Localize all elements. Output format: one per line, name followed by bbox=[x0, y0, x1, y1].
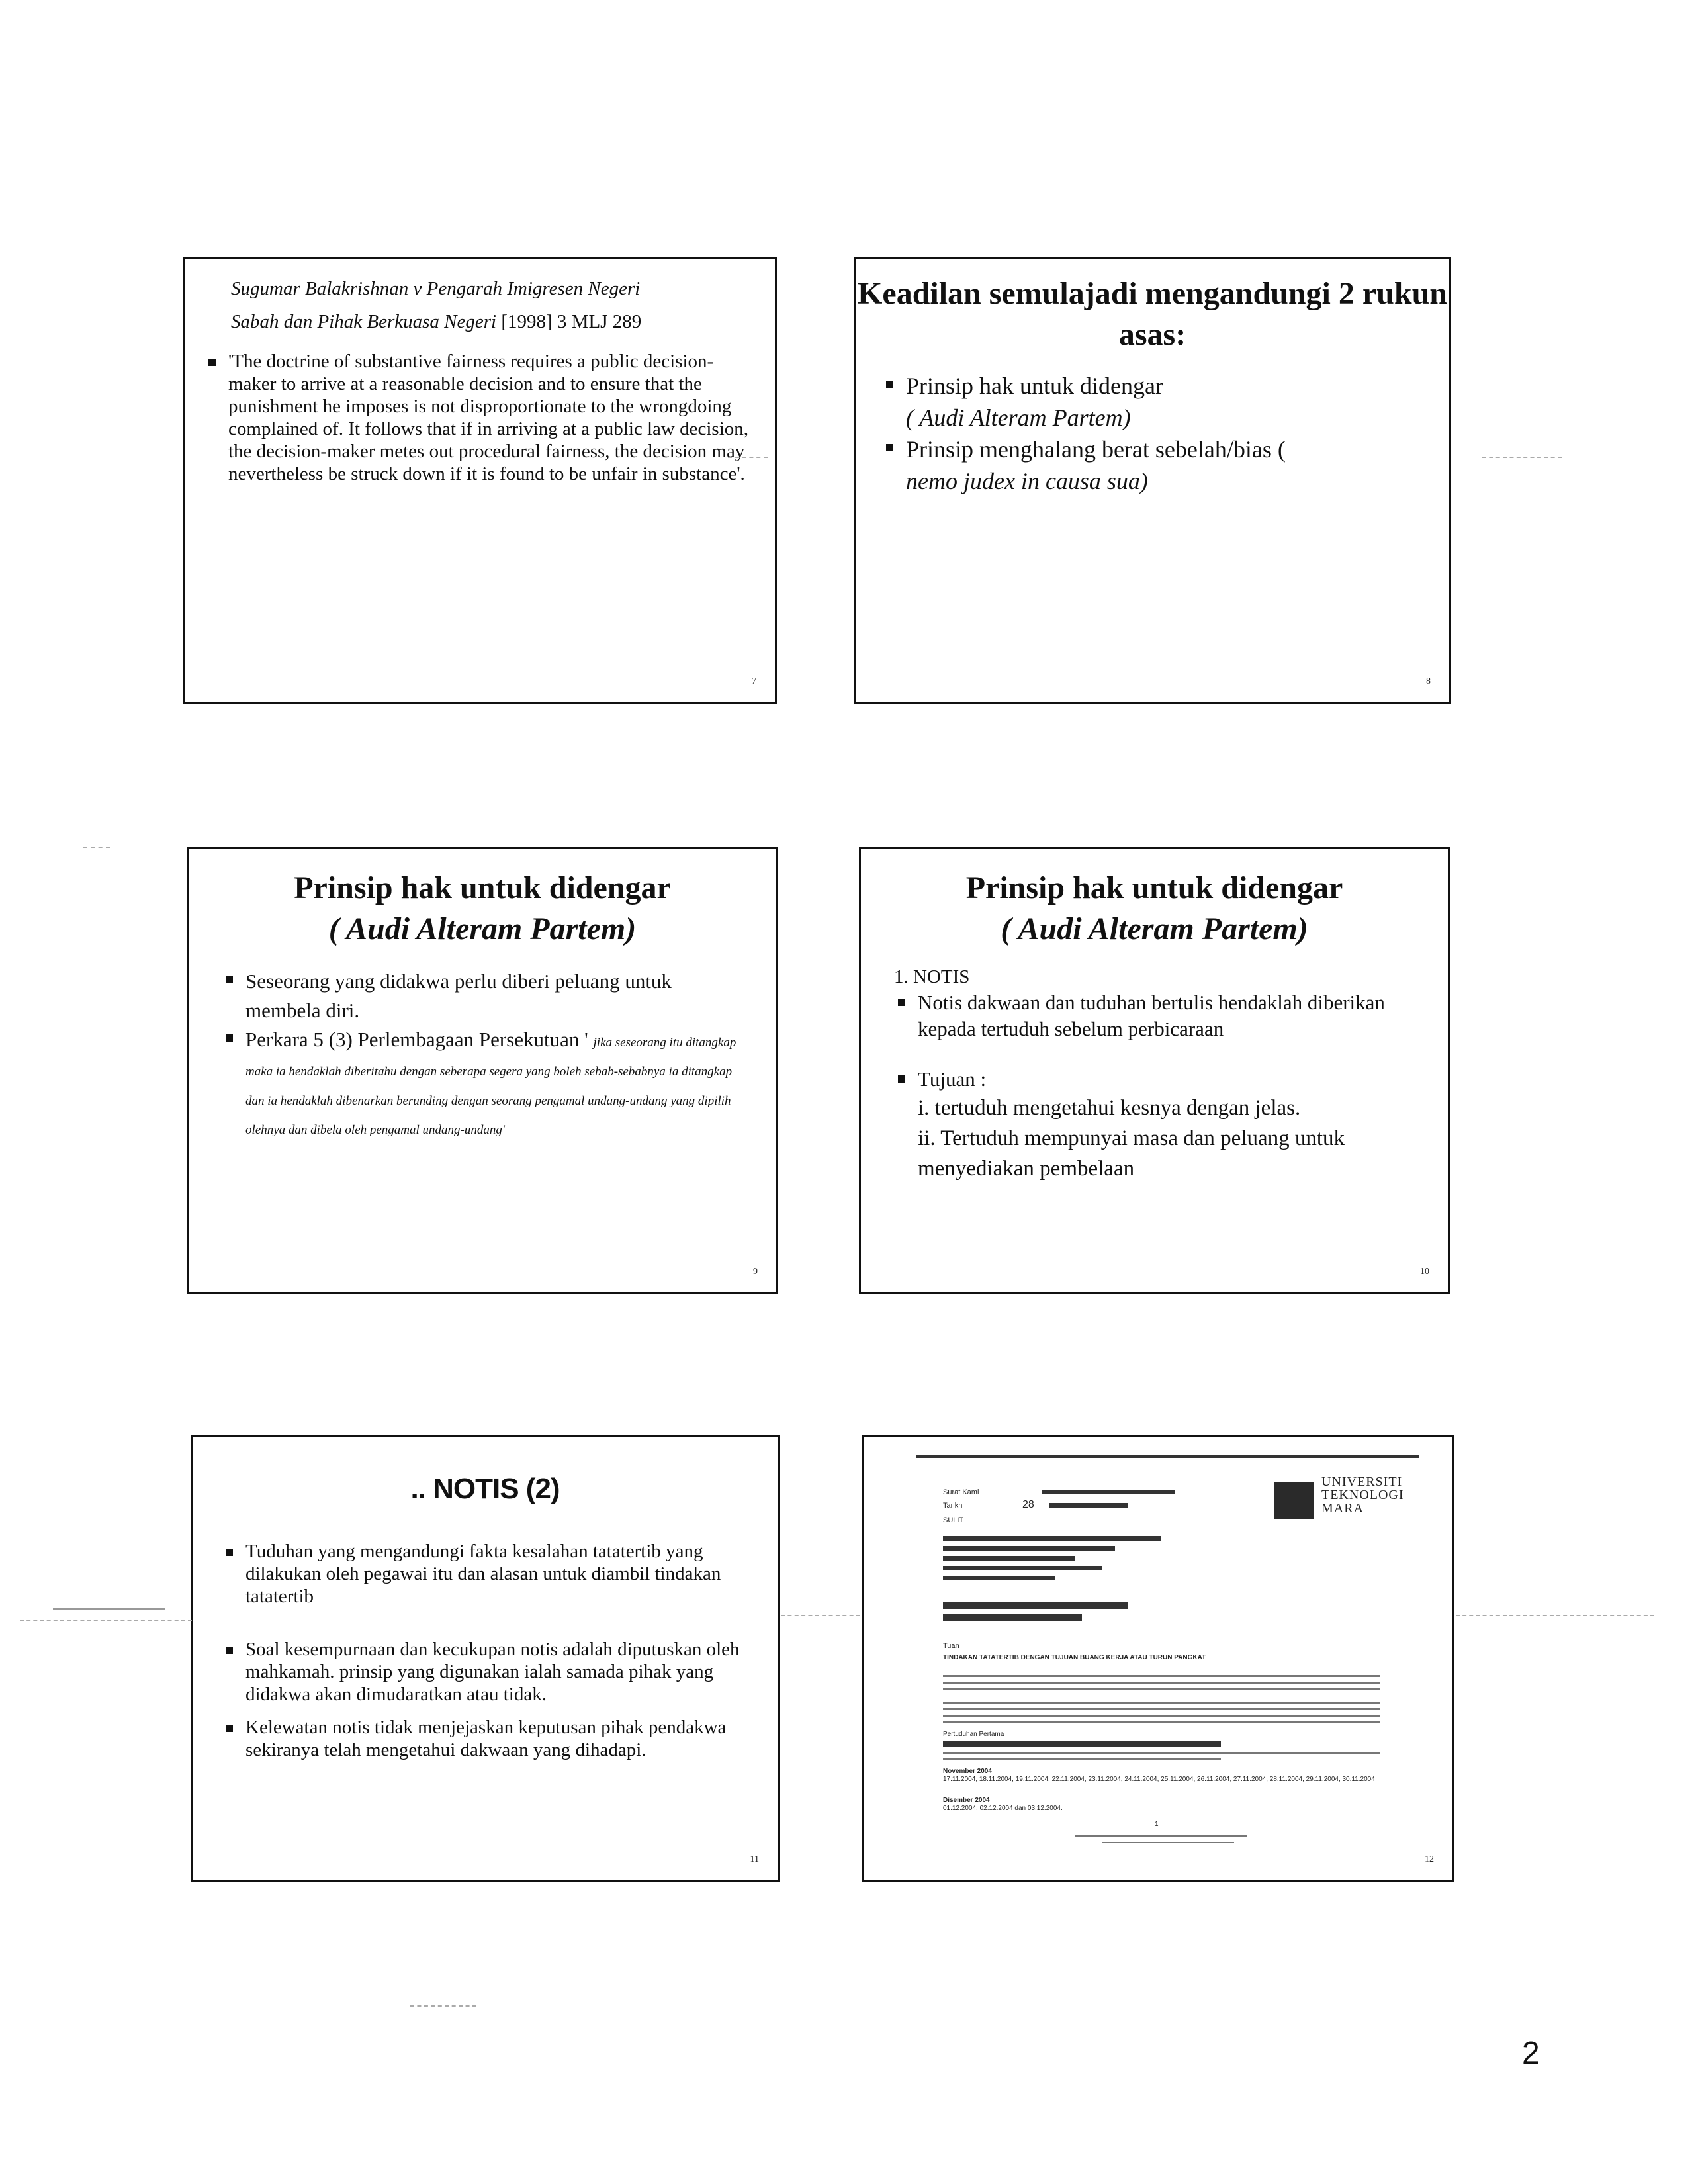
bullet-quote: jika seseorang itu ditangkap maka ia hendaklah diberitahu dengan seberapa segera yang boleh sebab-sebabnya ia ditangkap dan ia hendaklah dibenarkan berunding dengan seorang pengamal undang-undang yang dipilih olehnya dan dibela oleh pengamal undang-undang' bbox=[245, 1036, 736, 1137]
label-tarikh: Tarikh bbox=[943, 1502, 963, 1510]
case-line-2: Sabah dan Pihak Berkuasa Negeri bbox=[231, 311, 497, 332]
case-citation bbox=[231, 272, 775, 338]
slide-8 bbox=[854, 257, 1451, 704]
bullet-text: Perkara 5 (3) Perlembagaan Persekutuan ' bbox=[245, 1028, 594, 1051]
slide-10 bbox=[859, 847, 1450, 1294]
scan-noise bbox=[20, 1620, 192, 1621]
scan-noise bbox=[410, 2005, 476, 2007]
bullet-notis: Notis dakwaan dan tuduhan bertulis hendaklah diberikan kepada tertuduh sebelum perbicaraan bbox=[894, 989, 1421, 1042]
page-number: 2 bbox=[1522, 2036, 1540, 2071]
scan-noise bbox=[1482, 457, 1562, 458]
slide-number: 12 bbox=[1425, 1854, 1434, 1864]
slide-11 bbox=[191, 1435, 780, 1882]
scan-noise bbox=[53, 1608, 165, 1610]
bullet-perkara-5 bbox=[222, 1025, 750, 1142]
slide-title: Keadilan semulajadi mengandungi 2 rukun asas: bbox=[858, 276, 1447, 352]
bullet-list bbox=[204, 350, 755, 485]
university-logo bbox=[1274, 1482, 1314, 1519]
bullet-text: Prinsip menghalang berat sebelah/bias ( bbox=[906, 436, 1286, 463]
scan-noise bbox=[83, 847, 110, 848]
slide-title bbox=[189, 868, 776, 950]
bullet-list bbox=[882, 370, 1423, 497]
bullet-tujuan: Tujuan : bbox=[894, 1066, 1421, 1093]
bullet-text: Prinsip hak untuk didengar bbox=[906, 373, 1163, 399]
scan-noise bbox=[728, 457, 768, 458]
university-name: UNIVERSITI TEKNOLOGI MARA bbox=[1321, 1475, 1404, 1516]
november-dates: 17.11.2004, 18.11.2004, 19.11.2004, 22.11.2004, 23.11.2004, 24.11.2004, 25.11.2004, 26.11.2004, 27.11.2004, 28.11.2004, 29.11.2004, 30.11.2004 bbox=[943, 1776, 1375, 1783]
disember-dates: 01.12.2004, 02.12.2004 dan 03.12.2004. bbox=[943, 1805, 1063, 1812]
section-heading: 1. NOTIS bbox=[894, 966, 970, 987]
slide-title bbox=[861, 868, 1448, 950]
scanned-letter bbox=[916, 1450, 1419, 1847]
title-line-2: ( Audi Alteram Partem) bbox=[1001, 911, 1308, 946]
salutation: Tuan bbox=[943, 1642, 959, 1650]
bullet-audi-alteram bbox=[882, 370, 1423, 433]
slide-number: 9 bbox=[753, 1267, 758, 1277]
letter-subject: TINDAKAN TATATERTIB DENGAN TUJUAN BUANG KERJA ATAU TURUN PANGKAT bbox=[943, 1654, 1206, 1661]
month-disember: Disember 2004 bbox=[943, 1797, 990, 1804]
case-line-1: Sugumar Balakrishnan v Pengarah Imigresen Negeri bbox=[231, 278, 641, 299]
bullet-list bbox=[894, 989, 1421, 1093]
sub-item-1: i. tertuduh mengetahui kesnya dengan jelas. bbox=[918, 1096, 1301, 1120]
label-surat: Surat Kami bbox=[943, 1488, 979, 1496]
title-line-1: Prinsip hak untuk didengar bbox=[294, 870, 671, 905]
bullet-peluang: Seseorang yang didakwa perlu diberi peluang untuk membela diri. bbox=[222, 967, 750, 1025]
bullet-kesempurnaan: Soal kesempurnaan dan kecukupan notis adalah diputuskan oleh mahkamah. prinsip yang digunakan ialah samada pihak yang didakwa akan dimudaratkan atau tidak. bbox=[222, 1638, 758, 1706]
sub-item-2: ii. Tertuduh mempunyai masa dan peluang untuk menyediakan pembelaan bbox=[918, 1126, 1345, 1181]
bullet-kelewatan: Kelewatan notis tidak menjejaskan keputusan pihak pendakwa sekiranya telah mengetahui dakwaan yang dihadapi. bbox=[222, 1716, 758, 1761]
slide-7 bbox=[183, 257, 777, 704]
slide-number: 7 bbox=[752, 676, 756, 686]
slide-number: 10 bbox=[1420, 1267, 1429, 1277]
bullet-doctrine: 'The doctrine of substantive fairness requires a public decision-maker to arrive at a reasonable decision and to ensure that the punishment he imposes is not disproportionate to the wrongdoing complained of. It follows that if in arriving at a public law decision, the decision-maker metes out procedural fairness, the decision may nevertheless be struck down if it is found to be unfair in substance'. bbox=[204, 350, 755, 485]
month-november: November 2004 bbox=[943, 1768, 992, 1775]
tarikh-value: 28 bbox=[1022, 1499, 1034, 1510]
title-line-2: ( Audi Alteram Partem) bbox=[328, 911, 637, 946]
pertuduhan-heading: Pertuduhan Pertama bbox=[943, 1731, 1004, 1738]
slide-number: 8 bbox=[1426, 676, 1431, 686]
case-cite: [1998] 3 MLJ 289 bbox=[496, 311, 642, 332]
slide-title: .. NOTIS (2) bbox=[410, 1473, 560, 1505]
scan-noise bbox=[781, 1615, 860, 1616]
slide-9 bbox=[187, 847, 778, 1294]
bullet-latin: ( Audi Alteram Partem) bbox=[906, 404, 1131, 431]
slide-12 bbox=[862, 1435, 1454, 1882]
bullet-tuduhan: Tuduhan yang mengandungi fakta kesalahan tatatertib yang dilakukan oleh pegawai itu dan alasan untuk diambil tindakan tatatertib bbox=[222, 1540, 758, 1608]
bullet-list bbox=[222, 967, 750, 1142]
scan-noise bbox=[1456, 1615, 1654, 1616]
title-line-1: Prinsip hak untuk didengar bbox=[965, 870, 1343, 905]
label-sulit: SULIT bbox=[943, 1516, 964, 1524]
letter-page: 1 bbox=[1155, 1821, 1159, 1828]
bullet-nemo-judex bbox=[882, 433, 1423, 497]
bullet-latin: nemo judex in causa sua) bbox=[906, 468, 1148, 494]
slide-number: 11 bbox=[750, 1854, 759, 1864]
bullet-list bbox=[222, 1540, 758, 1761]
